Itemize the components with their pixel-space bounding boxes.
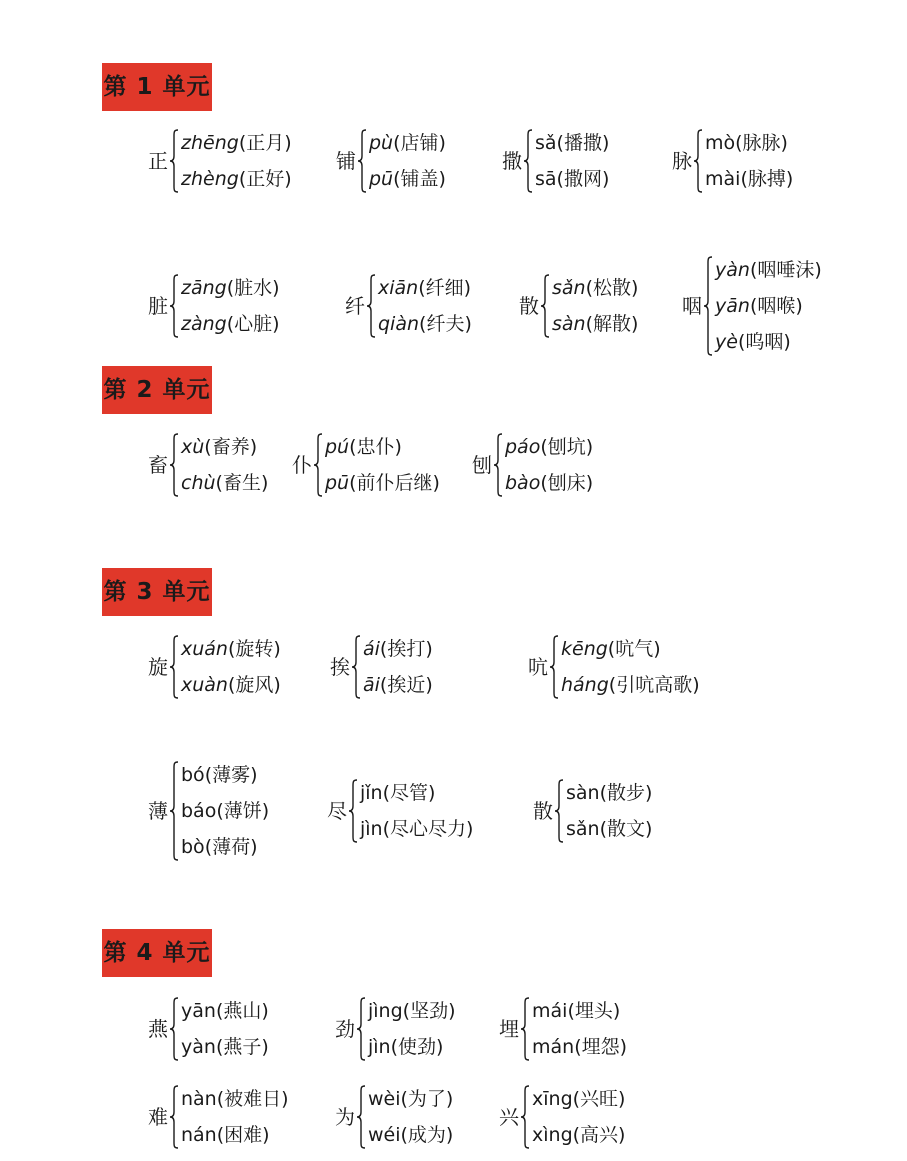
reading-item: [566, 781, 653, 804]
reading-item: [535, 131, 610, 154]
example-word: (为了): [400, 1087, 454, 1110]
polyphone-character: 旋: [148, 655, 168, 679]
polyphone-entry: [672, 125, 793, 197]
brace-icon: [169, 635, 179, 699]
example-word: (薄雾): [204, 763, 258, 786]
example-word: (使劲): [390, 1035, 444, 1058]
brace-icon: [693, 129, 703, 193]
polyphone-entry: [499, 993, 627, 1065]
pinyin: jǐn: [360, 781, 383, 804]
reading-item: [369, 131, 446, 154]
reading-item: [561, 673, 700, 696]
example-word: (吭气): [607, 637, 661, 660]
reading-item: [181, 1035, 269, 1058]
polyphone-character: 挨: [330, 655, 350, 679]
polyphone-character: 脏: [148, 294, 168, 318]
polyphone-character: 难: [148, 1105, 168, 1129]
reading-item: [181, 435, 268, 458]
reading-list: [181, 270, 280, 342]
reading-list: [325, 429, 440, 501]
example-word: (咽喉): [749, 294, 803, 317]
example-word: (呜咽): [737, 330, 791, 353]
reading-item: [363, 673, 433, 696]
brace-icon: [348, 779, 358, 843]
polyphone-character: 仆: [292, 453, 312, 477]
pinyin: mò: [705, 131, 736, 154]
pinyin: mán: [532, 1035, 575, 1058]
pinyin: sǎn: [566, 817, 600, 840]
reading-item: [368, 1123, 454, 1146]
example-word: (咽唾沫): [749, 258, 822, 281]
reading-list: [363, 631, 433, 703]
pinyin: nán: [181, 1123, 217, 1146]
reading-list: [532, 993, 627, 1065]
pinyin: zāng: [181, 276, 227, 299]
pinyin: xīng: [532, 1087, 573, 1110]
reading-item: [181, 673, 281, 696]
brace-icon: [366, 274, 376, 338]
pinyin: bò: [181, 835, 205, 858]
example-word: (挨近): [379, 673, 433, 696]
polyphone-character: 埋: [499, 1017, 519, 1041]
example-word: (薄荷): [204, 835, 258, 858]
example-word: (被难日): [216, 1087, 289, 1110]
brace-icon: [520, 1085, 530, 1149]
polyphone-character: 铺: [336, 149, 356, 173]
polyphone-character: 为: [335, 1105, 355, 1129]
example-word: (旋转): [227, 637, 281, 660]
reading-item: [561, 637, 700, 660]
example-word: (解散): [585, 312, 639, 335]
reading-item: [566, 817, 653, 840]
pinyin: pū: [369, 167, 394, 190]
reading-item: [181, 835, 269, 858]
pinyin: jìn: [368, 1035, 391, 1058]
polyphone-entry: [148, 429, 268, 501]
unit-2-title: 第 2 单元: [102, 366, 212, 414]
polyphone-entry: [148, 1081, 289, 1153]
reading-list: [378, 270, 472, 342]
polyphone-entry: [148, 757, 269, 865]
reading-item: [368, 1087, 454, 1110]
pinyin: kēng: [561, 637, 608, 660]
polyphone-entry: [499, 1081, 625, 1153]
example-word: (散文): [599, 817, 653, 840]
example-word: (困难): [216, 1123, 270, 1146]
example-word: (播撒): [556, 131, 610, 154]
polyphone-character: 散: [519, 294, 539, 318]
reading-item: [360, 781, 473, 804]
reading-list: [561, 631, 700, 703]
brace-icon: [357, 129, 367, 193]
pinyin: xuán: [181, 637, 228, 660]
polyphone-entry: [148, 125, 292, 197]
reading-item: [181, 799, 270, 822]
reading-item: [181, 167, 292, 190]
pinyin: yàn: [181, 1035, 216, 1058]
pinyin: sǎn: [552, 276, 586, 299]
example-word: (旋风): [227, 673, 281, 696]
pinyin: xiān: [378, 276, 419, 299]
polyphone-character: 撒: [502, 149, 522, 173]
reading-list: [181, 757, 269, 865]
polyphone-entry: [472, 429, 593, 501]
pinyin: nàn: [181, 1087, 217, 1110]
brace-icon: [356, 1085, 366, 1149]
polyphone-entry: [336, 125, 446, 197]
reading-item: [368, 1035, 456, 1058]
reading-item: [532, 999, 627, 1022]
polyphone-character: 咽: [682, 294, 702, 318]
polyphone-entry: [148, 631, 281, 703]
polyphone-character: 刨: [472, 453, 492, 477]
reading-item: [505, 471, 594, 494]
reading-item: [181, 637, 281, 660]
reading-item: [181, 763, 269, 786]
reading-list: [715, 252, 822, 360]
pinyin: zhèng: [181, 167, 239, 190]
example-word: (坚劲): [402, 999, 456, 1022]
pinyin: āi: [363, 673, 380, 696]
reading-item: [505, 435, 594, 458]
pinyin: sǎ: [535, 131, 557, 154]
polyphone-entry: [533, 775, 652, 847]
polyphone-entry: [345, 270, 472, 342]
reading-list: [505, 429, 593, 501]
pinyin: chù: [181, 471, 216, 494]
reading-item: [552, 312, 639, 335]
reading-item: [715, 294, 822, 317]
example-word: (薄饼): [216, 799, 270, 822]
pinyin: wèi: [368, 1087, 401, 1110]
pinyin: mài: [705, 167, 741, 190]
polyphone-entry: [335, 1081, 453, 1153]
reading-item: [378, 312, 472, 335]
reading-item: [705, 167, 794, 190]
pinyin: yān: [715, 294, 750, 317]
polyphone-character: 正: [148, 149, 168, 173]
brace-icon: [549, 635, 559, 699]
pinyin: zhēng: [181, 131, 239, 154]
pinyin: yān: [181, 999, 216, 1022]
polyphone-entry: [148, 270, 280, 342]
reading-list: [532, 1081, 625, 1153]
pinyin: qiàn: [378, 312, 420, 335]
brace-icon: [493, 433, 503, 497]
reading-list: [181, 993, 269, 1065]
reading-item: [369, 167, 446, 190]
polyphone-entry: [330, 631, 433, 703]
polyphone-character: 燕: [148, 1017, 168, 1041]
reading-list: [181, 429, 268, 501]
example-word: (纤夫): [419, 312, 472, 335]
brace-icon: [313, 433, 323, 497]
polyphone-character: 尽: [327, 799, 347, 823]
reading-item: [552, 276, 639, 299]
polyphone-entry: [682, 252, 822, 360]
polyphone-character: 散: [533, 799, 553, 823]
example-word: (心脏): [226, 312, 280, 335]
example-word: (脉搏): [740, 167, 794, 190]
example-word: (成为): [400, 1123, 454, 1146]
reading-item: [705, 131, 793, 154]
pinyin: mái: [532, 999, 568, 1022]
reading-item: [181, 131, 292, 154]
example-word: (忠仆): [349, 435, 402, 458]
pinyin: bào: [505, 471, 541, 494]
reading-item: [363, 637, 433, 660]
polyphone-entry: [502, 125, 609, 197]
pinyin: háng: [561, 673, 609, 696]
polyphone-entry: [528, 631, 700, 703]
pinyin: pú: [325, 435, 350, 458]
example-word: (挨打): [379, 637, 433, 660]
polyphone-entry: [335, 993, 456, 1065]
pinyin: yè: [715, 330, 738, 353]
reading-item: [360, 817, 474, 840]
reading-item: [181, 312, 280, 335]
reading-list: [360, 775, 473, 847]
polyphone-entry: [327, 775, 473, 847]
example-word: (尽心尽力): [382, 817, 474, 840]
example-word: (刨坑): [540, 435, 594, 458]
reading-list: [369, 125, 446, 197]
pinyin: xù: [181, 435, 205, 458]
brace-icon: [703, 256, 713, 356]
pinyin: ái: [363, 637, 380, 660]
polyphone-character: 纤: [345, 294, 365, 318]
pinyin: sàn: [552, 312, 586, 335]
example-word: (兴旺): [572, 1087, 626, 1110]
pinyin: sàn: [566, 781, 600, 804]
reading-item: [325, 471, 440, 494]
example-word: (高兴): [572, 1123, 626, 1146]
brace-icon: [351, 635, 361, 699]
example-word: (刨床): [540, 471, 594, 494]
polyphone-entry: [292, 429, 440, 501]
example-word: (正月): [238, 131, 292, 154]
brace-icon: [169, 1085, 179, 1149]
pinyin: sā: [535, 167, 557, 190]
reading-item: [715, 330, 822, 353]
reading-list: [181, 125, 292, 197]
example-word: (店铺): [393, 131, 446, 154]
example-word: (正好): [238, 167, 292, 190]
example-word: (埋怨): [574, 1035, 628, 1058]
reading-item: [378, 276, 472, 299]
pinyin: wéi: [368, 1123, 401, 1146]
example-word: (尽管): [382, 781, 436, 804]
reading-item: [181, 999, 269, 1022]
example-word: (畜养): [204, 435, 258, 458]
polyphone-character: 畜: [148, 453, 168, 477]
pinyin: bó: [181, 763, 205, 786]
unit-3-title: 第 3 单元: [102, 568, 212, 616]
pinyin: yàn: [715, 258, 750, 281]
pinyin: pū: [325, 471, 350, 494]
reading-item: [181, 276, 280, 299]
reading-list: [552, 270, 638, 342]
brace-icon: [169, 274, 179, 338]
brace-icon: [169, 761, 179, 861]
reading-item: [181, 471, 269, 494]
polyphone-character: 薄: [148, 799, 168, 823]
reading-item: [532, 1035, 628, 1058]
pinyin: xuàn: [181, 673, 228, 696]
brace-icon: [169, 129, 179, 193]
example-word: (松散): [585, 276, 639, 299]
polyphone-character: 兴: [499, 1105, 519, 1129]
brace-icon: [554, 779, 564, 843]
polyphone-character: 脉: [672, 149, 692, 173]
reading-item: [532, 1087, 626, 1110]
reading-item: [181, 1087, 289, 1110]
example-word: (纤细): [418, 276, 472, 299]
polyphone-entry: [519, 270, 638, 342]
reading-item: [532, 1123, 626, 1146]
brace-icon: [356, 997, 366, 1061]
example-word: (燕子): [215, 1035, 269, 1058]
reading-item: [715, 258, 822, 281]
reading-list: [368, 993, 456, 1065]
polyphone-character: 劲: [335, 1017, 355, 1041]
pinyin: pù: [369, 131, 394, 154]
unit-1-title: 第 1 单元: [102, 63, 212, 111]
reading-item: [325, 435, 440, 458]
example-word: (散步): [599, 781, 653, 804]
polyphone-character: 吭: [528, 655, 548, 679]
reading-item: [368, 999, 456, 1022]
example-word: (畜生): [215, 471, 269, 494]
reading-list: [368, 1081, 453, 1153]
example-word: (铺盖): [393, 167, 446, 190]
pinyin: zàng: [181, 312, 227, 335]
reading-list: [535, 125, 609, 197]
reading-list: [181, 1081, 289, 1153]
example-word: (前仆后继): [349, 471, 440, 494]
example-word: (引吭高歌): [608, 673, 700, 696]
pinyin: jìng: [368, 999, 403, 1022]
unit-4-title: 第 4 单元: [102, 929, 212, 977]
brace-icon: [169, 997, 179, 1061]
brace-icon: [540, 274, 550, 338]
reading-item: [181, 1123, 289, 1146]
polyphone-entry: [148, 993, 269, 1065]
brace-icon: [169, 433, 179, 497]
pinyin: báo: [181, 799, 217, 822]
pinyin: páo: [505, 435, 541, 458]
pinyin: jìn: [360, 817, 383, 840]
example-word: (埋头): [567, 999, 621, 1022]
brace-icon: [520, 997, 530, 1061]
reading-list: [705, 125, 793, 197]
reading-list: [181, 631, 281, 703]
reading-list: [566, 775, 652, 847]
example-word: (燕山): [215, 999, 269, 1022]
reading-item: [535, 167, 610, 190]
brace-icon: [523, 129, 533, 193]
example-word: (撒网): [556, 167, 610, 190]
example-word: (脉脉): [735, 131, 788, 154]
pinyin: xìng: [532, 1123, 573, 1146]
example-word: (脏水): [226, 276, 280, 299]
